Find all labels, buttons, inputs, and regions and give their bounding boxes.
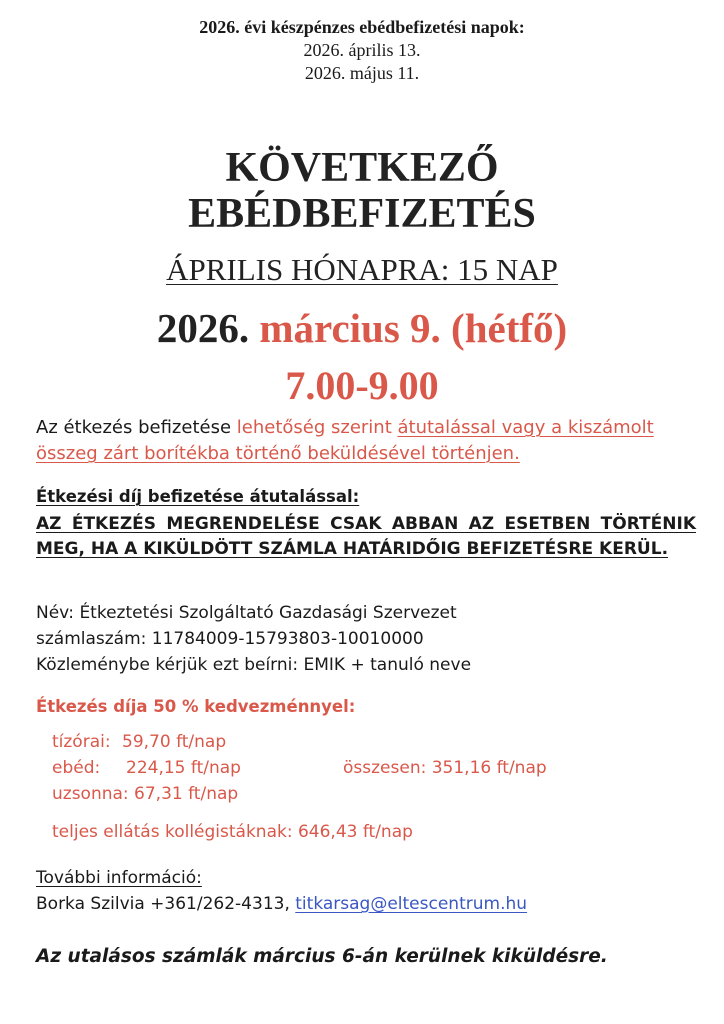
afternoon-snack: uzsonna: 67,31 ft/nap xyxy=(52,784,239,804)
title-line-2: EBÉDBEFIZETÉS xyxy=(188,191,536,237)
date-day: március 9. (hétfő) xyxy=(259,305,568,351)
lunch-value: 224,15 ft/nap xyxy=(126,758,241,778)
daily-total: összesen: 351,16 ft/nap xyxy=(343,758,547,778)
payment-time: 7.00-9.00 xyxy=(285,363,439,408)
intro-paragraph xyxy=(36,415,696,467)
contact-line xyxy=(36,892,696,917)
contact-email-link[interactable]: titkarsag@eltescentrum.hu xyxy=(295,894,528,914)
full-board-price: teljes ellátás kollégistáknak: 646,43 ft/nap xyxy=(52,822,413,842)
intro-part-1: Az étkezés befizetése xyxy=(36,417,237,438)
date-year: 2026. xyxy=(156,305,250,351)
snack-label: tízórai: xyxy=(52,732,111,752)
snack-value: 59,70 ft/nap xyxy=(122,732,227,752)
payment-date-2: 2026. május 11. xyxy=(304,63,420,83)
order-notice-text: AZ ÉTKEZÉS MEGRENDELÉSE CSAK ABBAN AZ ESETBEN TÖRTÉNIK MEG, HA A KIKÜLDÖTT SZÁMLA HATÁRIDŐIG BEFIZETÉSRE KERÜL. xyxy=(36,514,696,559)
payment-days-heading: 2026. évi készpénzes ebédbefizetési napok: xyxy=(199,17,525,37)
intro-part-2: lehetőség szerint xyxy=(236,417,398,438)
contact-person: Borka Szilvia +361/262-4313, xyxy=(36,894,296,914)
account-number: számlaszám: 11784009-15793803-10010000 xyxy=(36,629,424,649)
month-subtitle-text: ÁPRILIS HÓNAPRA: 15 NAP xyxy=(166,252,558,287)
payee-name: Név: Étkeztetési Szolgáltató Gazdasági Szervezet xyxy=(36,603,457,623)
title-line-1: KÖVETKEZŐ xyxy=(225,145,499,191)
month-subtitle xyxy=(0,251,724,289)
transfer-heading: Étkezési díj befizetése átutalással: xyxy=(36,487,360,506)
invoice-note: Az utalásos számlák március 6-án kerülnek kiküldésre. xyxy=(36,946,608,967)
info-heading: További információ: xyxy=(36,868,202,888)
payment-date-1: 2026. április 13. xyxy=(303,40,421,60)
lunch-label: ebéd: xyxy=(52,758,101,778)
order-notice xyxy=(36,512,696,562)
payment-date-line xyxy=(0,303,724,353)
price-heading: Étkezés díja 50 % kedvezménnyel: xyxy=(36,697,356,716)
intro-part-3: átutalással vagy a kiszámolt összeg zárt borítékba történő beküldésével történjen. xyxy=(36,417,654,464)
payment-memo: Közleménybe kérjük ezt beírni: EMIK + tanuló neve xyxy=(36,655,472,675)
